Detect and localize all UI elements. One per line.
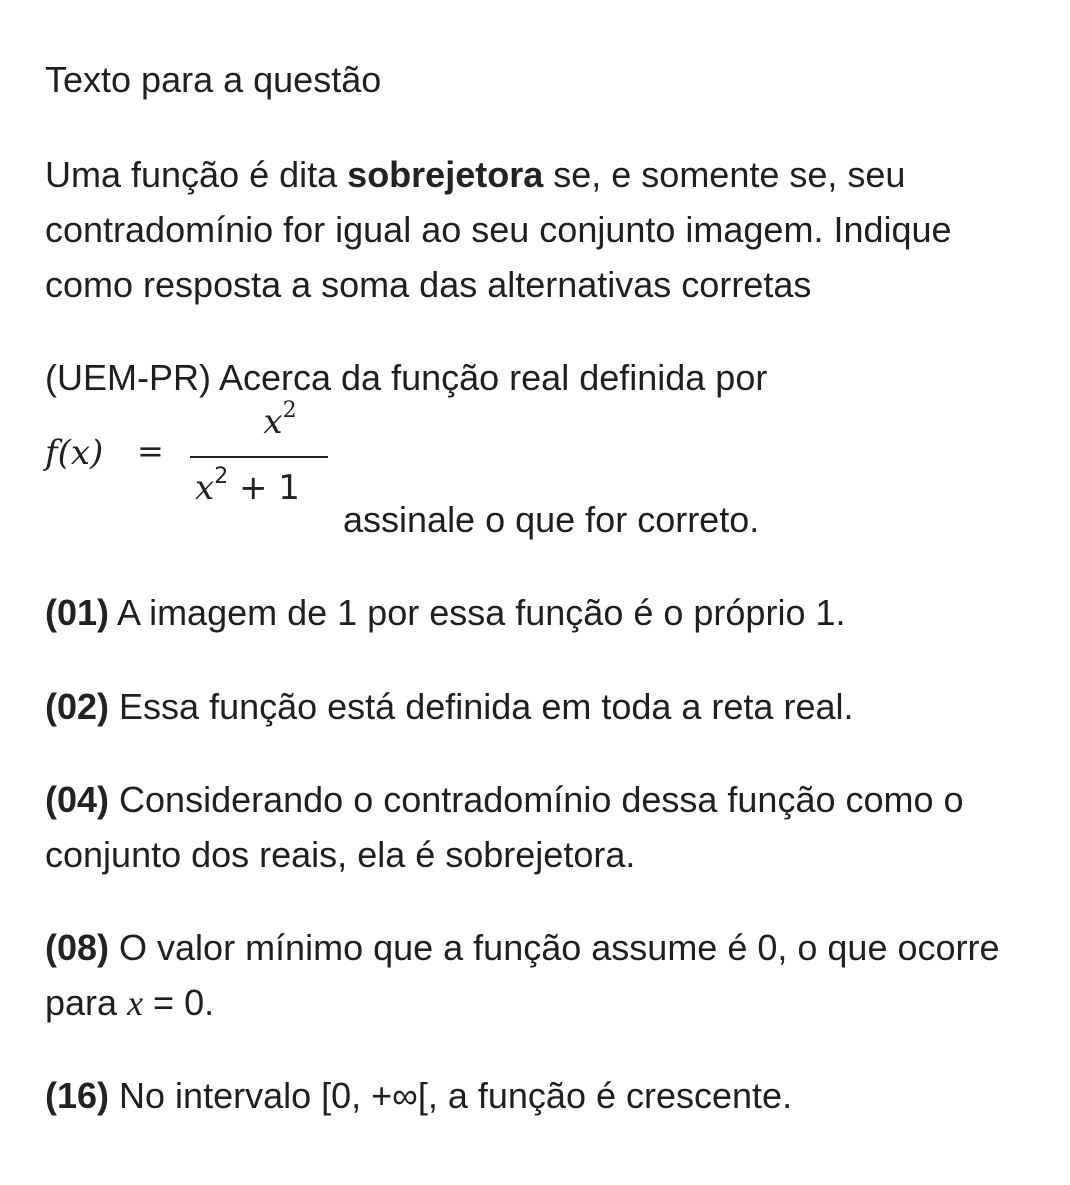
item-label: (08) (45, 927, 110, 968)
numerator-variable: x (263, 402, 283, 442)
denominator-variable: x (195, 468, 215, 508)
formula-denominator (195, 464, 330, 508)
intro-paragraph (45, 147, 1045, 312)
denominator-rest: + 1 (228, 468, 300, 508)
intro-text-end: se, e somente se, seu contradomínio for igual ao seu conjunto imagem. Indique como resposta a soma das alternativas corretas (45, 154, 952, 305)
item-variable: x (127, 983, 144, 1023)
item-label: (02) (45, 686, 110, 727)
item-text: O valor mínimo que a função assume é 0, o que ocorre para (45, 927, 1000, 1023)
list-item (45, 920, 1045, 1031)
item-label: (01) (45, 592, 110, 633)
item-label: (04) (45, 779, 110, 820)
intro-text-start: Uma função é dita (45, 154, 348, 195)
item-text: Essa função está definida em toda a reta real. (109, 686, 854, 727)
formula-equals: = (137, 432, 164, 470)
formula-numerator (235, 398, 325, 442)
question-instruction: assinale o que for correto. (343, 499, 760, 540)
list-item (45, 679, 1045, 734)
item-text: No intervalo [0, +∞[, a função é crescente. (109, 1075, 793, 1116)
denominator-exponent: 2 (214, 464, 229, 489)
list-item (45, 1068, 1045, 1123)
function-formula (45, 398, 345, 518)
fraction-bar (190, 456, 328, 458)
section-heading: Texto para a questão (45, 59, 382, 100)
item-text: Considerando o contradomínio dessa função como o conjunto dos reais, ela é sobrejetora. (45, 779, 964, 875)
item-label: (16) (45, 1075, 110, 1116)
intro-bold-term: sobrejetora (347, 154, 544, 195)
numerator-exponent: 2 (282, 398, 297, 423)
formula-lhs: f(x) (45, 433, 104, 473)
item-text: A imagem de 1 por essa função é o próprio 1. (109, 592, 846, 633)
item-text-end: = 0. (143, 982, 215, 1023)
list-item (45, 585, 1045, 640)
list-item (45, 772, 1045, 882)
question-statement: (UEM-PR) Acerca da função real definida por (45, 357, 768, 398)
